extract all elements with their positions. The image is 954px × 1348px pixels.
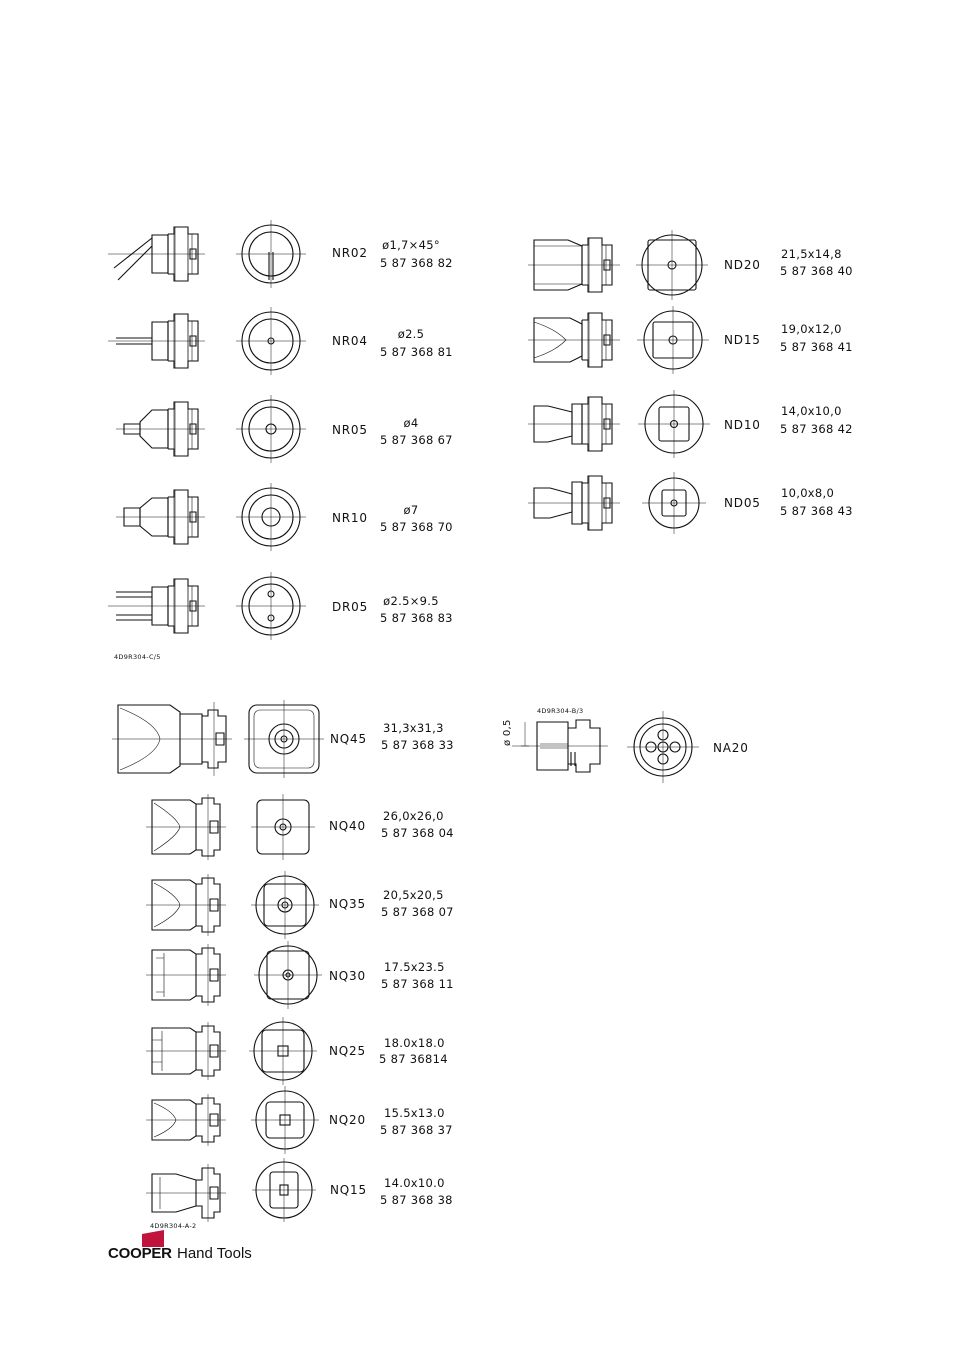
brand-name: COOPER	[108, 1245, 172, 1262]
nq45-code: NQ45	[330, 732, 367, 746]
adapter-dimension: ø 0,5	[502, 719, 513, 746]
nd05-part: 5 87 368 43	[780, 504, 853, 518]
nr10-code: NR10	[332, 511, 368, 525]
nd10-side-view	[528, 397, 620, 451]
nr10-front-view	[236, 483, 306, 551]
nr02-front-view	[236, 220, 306, 288]
nq35-part: 5 87 368 07	[381, 905, 454, 919]
dr05-part: 5 87 368 83	[380, 611, 453, 625]
nd15-part: 5 87 368 41	[780, 340, 853, 354]
nq40-size: 26,0x26,0	[383, 809, 444, 823]
nr02-part: 5 87 368 82	[380, 256, 453, 270]
drawing-ref-round: 4D9R304-C/5	[114, 653, 161, 661]
nq40-part: 5 87 368 04	[381, 826, 454, 840]
nr05-part: 5 87 368 67	[380, 433, 453, 447]
dr05-code: DR05	[332, 600, 369, 614]
nd05-size: 10,0x8,0	[781, 486, 835, 500]
nd10-front-view	[638, 390, 710, 458]
nq40-front-view	[251, 794, 315, 860]
nd05-front-view	[642, 472, 706, 534]
nr04-size: ø2.5	[397, 327, 425, 341]
nr10-part: 5 87 368 70	[380, 520, 453, 534]
nr02-code: NR02	[332, 246, 368, 260]
nd20-size: 21,5x14,8	[781, 247, 842, 261]
nq20-code: NQ20	[329, 1113, 366, 1127]
nd15-code: ND15	[724, 333, 761, 347]
nd20-side-view	[528, 238, 620, 292]
nr10-size: ø7	[403, 503, 419, 517]
nr02-size: ø1,7×45°	[382, 238, 440, 252]
nd10-size: 14,0x10,0	[781, 404, 842, 418]
nd20-part: 5 87 368 40	[780, 264, 853, 278]
nq20-front-view	[251, 1086, 319, 1154]
nd20-code: ND20	[724, 258, 761, 272]
nd15-front-view	[637, 306, 709, 374]
nd20-front-view	[636, 230, 708, 300]
dr05-front-view	[236, 572, 306, 640]
nq25-code: NQ25	[329, 1044, 366, 1058]
nq25-side-view	[146, 1022, 226, 1080]
brand-footer	[108, 1232, 308, 1264]
nq45-part: 5 87 368 33	[381, 738, 454, 752]
nq20-side-view	[146, 1094, 226, 1146]
nq15-part: 5 87 368 38	[380, 1193, 453, 1207]
nr05-code: NR05	[332, 423, 368, 437]
nq35-code: NQ35	[329, 897, 366, 911]
dr05-side-view	[108, 579, 205, 633]
nq40-side-view	[146, 794, 226, 860]
nr05-front-view	[236, 395, 306, 463]
nq30-code: NQ30	[329, 969, 366, 983]
nr04-part: 5 87 368 81	[380, 345, 453, 359]
nq30-size: 17.5x23.5	[384, 960, 445, 974]
nq20-size: 15.5x13.0	[384, 1106, 445, 1120]
nq45-side-view	[112, 702, 232, 776]
nd10-code: ND10	[724, 418, 761, 432]
nq15-front-view	[252, 1158, 316, 1222]
nq35-side-view	[146, 874, 226, 936]
nr10-side-view	[116, 490, 205, 544]
nq45-front-view	[244, 700, 324, 778]
nq20-part: 5 87 368 37	[380, 1123, 453, 1137]
brand-tagline: Hand Tools	[177, 1245, 252, 1262]
drawing-ref-adapter: 4D9R304-B/3	[537, 707, 584, 715]
nq15-code: NQ15	[330, 1183, 367, 1197]
nd05-code: ND05	[724, 496, 761, 510]
nq30-front-view	[254, 941, 322, 1009]
nq15-size: 14.0x10.0	[384, 1176, 445, 1190]
nr05-size: ø4	[403, 416, 419, 430]
nq45-size: 31,3x31,3	[383, 721, 444, 735]
nr05-side-view	[116, 402, 205, 456]
nd15-size: 19,0x12,0	[781, 322, 842, 336]
nq35-front-view	[251, 871, 319, 939]
nq25-front-view	[249, 1017, 317, 1085]
nr04-front-view	[236, 307, 306, 375]
nr02-side-view	[108, 227, 205, 281]
na20-front-view	[627, 711, 699, 783]
na20-code: NA20	[713, 741, 749, 755]
nq30-side-view	[146, 944, 226, 1006]
drawing-ref-quad: 4D9R304-A-2	[150, 1222, 197, 1230]
nd15-side-view	[528, 313, 620, 367]
dr05-size: ø2.5×9.5	[383, 594, 439, 608]
nd05-side-view	[528, 476, 620, 530]
nq15-side-view	[146, 1164, 226, 1222]
nq40-code: NQ40	[329, 819, 366, 833]
nq30-part: 5 87 368 11	[381, 977, 454, 991]
nr04-side-view	[108, 314, 205, 368]
nq35-size: 20,5x20,5	[383, 888, 444, 902]
na20-side-view	[512, 720, 608, 772]
nd10-part: 5 87 368 42	[780, 422, 853, 436]
nr04-code: NR04	[332, 334, 368, 348]
nq25-size: 18.0x18.0	[384, 1036, 445, 1050]
nq25-part: 5 87 36814	[379, 1052, 448, 1066]
